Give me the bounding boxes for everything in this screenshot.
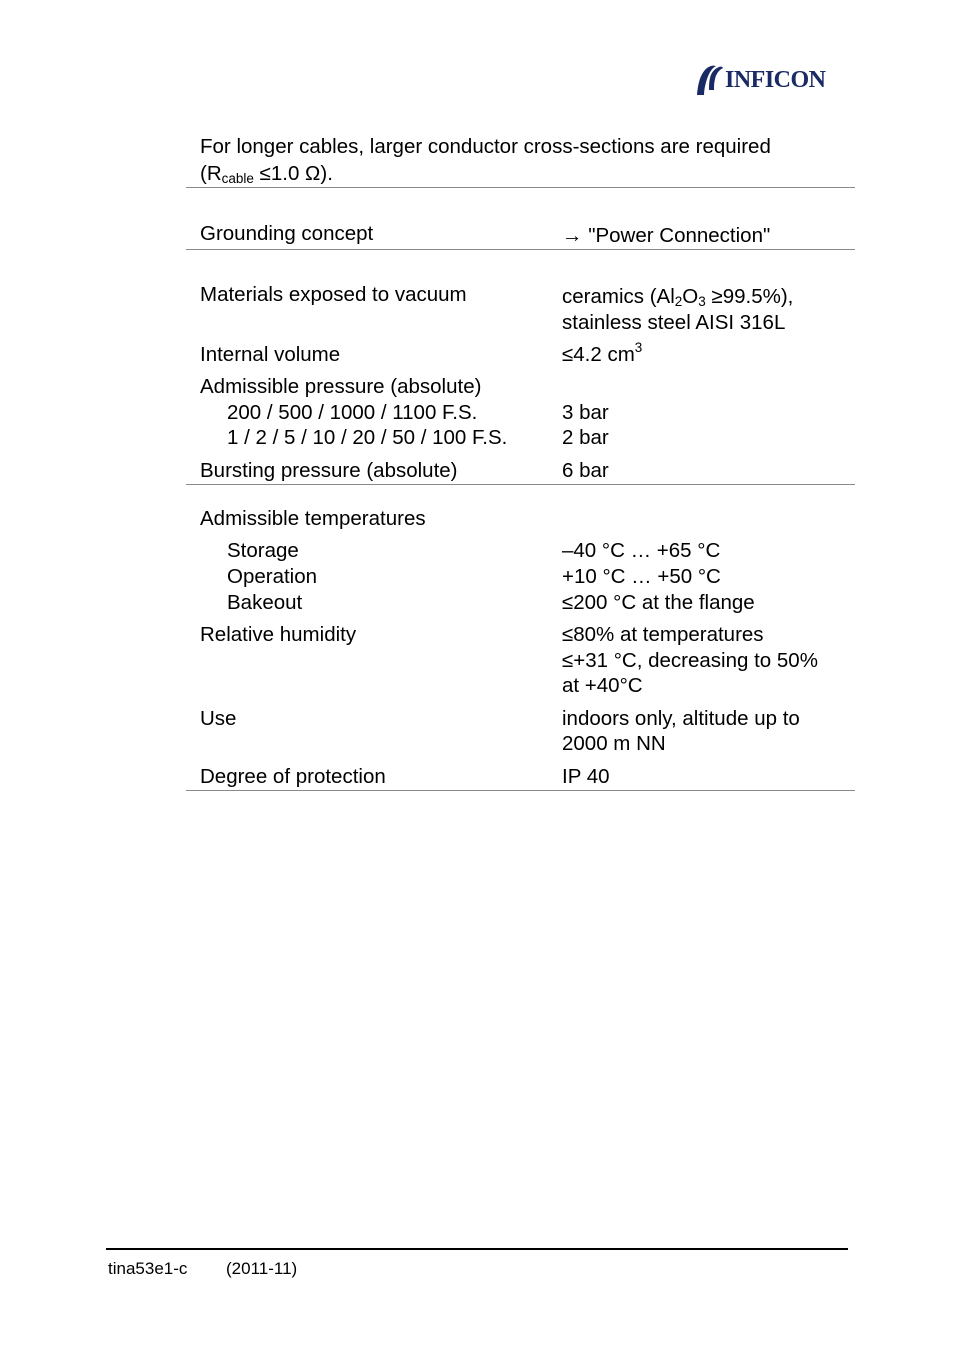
footer-rule (106, 1248, 848, 1250)
pressure-value: 2 bar (562, 426, 609, 449)
bursting-pressure-label: Bursting pressure (absolute) (200, 459, 458, 482)
cable-note-subscript: cable (221, 171, 254, 186)
humidity-value-line: ≤80% at temperatures (562, 623, 764, 646)
footer-date: (2011-11) (226, 1259, 298, 1278)
temperature-value: ≤200 °C at the flange (562, 591, 755, 614)
materials-subscript: 2 (674, 294, 683, 309)
humidity-value-line: at +40°C (562, 674, 643, 697)
use-label: Use (200, 707, 237, 730)
pressure-range: 200 / 500 / 1000 / 1100 F.S. (227, 401, 478, 424)
divider (186, 790, 855, 791)
temperatures-label: Admissible temperatures (200, 507, 426, 530)
use-value-line: indoors only, altitude up to (562, 707, 800, 730)
grounding-label: Grounding concept (200, 222, 374, 245)
humidity-label: Relative humidity (200, 623, 357, 646)
protection-value: IP 40 (562, 765, 610, 788)
internal-volume-label: Internal volume (200, 343, 341, 366)
cable-note-suffix: ≤1.0 Ω). (253, 162, 333, 185)
temperature-name: Operation (227, 565, 318, 588)
inficon-mark-icon (694, 64, 724, 96)
bursting-pressure-value: 6 bar (562, 459, 609, 482)
internal-volume-text: ≤4.2 cm (562, 343, 635, 366)
logo-wordmark: INFICON (725, 67, 826, 93)
temperature-value: +10 °C … +50 °C (562, 565, 721, 588)
pressure-range: 1 / 2 / 5 / 10 / 20 / 50 / 100 F.S. (227, 426, 508, 449)
materials-value-text: ≥99.5%), (705, 285, 794, 308)
cable-note-line1: For longer cables, larger conductor cross-sections are required (200, 135, 771, 158)
materials-value-line1 (562, 287, 793, 308)
footer-doc-id: tina53e1-c (108, 1259, 188, 1278)
temperature-value: –40 °C … +65 °C (562, 539, 721, 562)
materials-label: Materials exposed to vacuum (200, 283, 467, 306)
materials-value-line2: stainless steel AISI 316L (562, 311, 786, 334)
divider (186, 484, 855, 485)
divider (186, 187, 855, 188)
cable-note-line2 (200, 164, 333, 185)
materials-value-text: O (682, 285, 699, 308)
cable-note-prefix: (R (200, 162, 222, 185)
materials-value-text: ceramics (Al (562, 285, 675, 308)
internal-volume-superscript: 3 (634, 340, 643, 355)
use-value-line: 2000 m NN (562, 732, 666, 755)
materials-subscript: 3 (698, 294, 706, 309)
admissible-pressure-label: Admissible pressure (absolute) (200, 375, 482, 398)
humidity-value-line: ≤+31 °C, decreasing to 50% (562, 649, 818, 672)
grounding-value: → "Power Connection" (562, 224, 771, 247)
temperature-name: Storage (227, 539, 299, 562)
temperature-name: Bakeout (227, 591, 303, 614)
protection-label: Degree of protection (200, 765, 386, 788)
pressure-value: 3 bar (562, 401, 609, 424)
internal-volume-value (562, 340, 643, 366)
divider (186, 249, 855, 250)
